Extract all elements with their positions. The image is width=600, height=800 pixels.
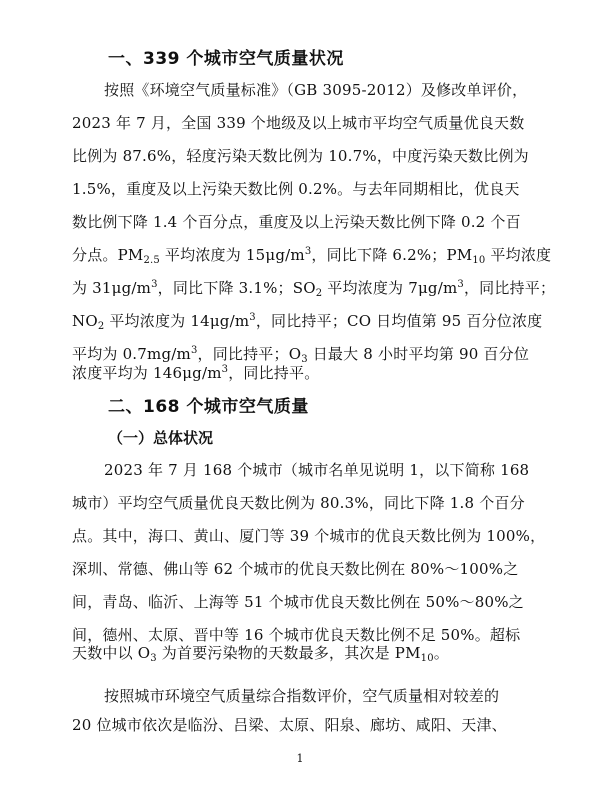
subscript: 2 (315, 288, 323, 299)
text-run: 平均为 0.7mg/m (72, 345, 191, 363)
paragraph-line (72, 643, 449, 663)
paragraph-line: 间，德州、太原、晋中等 16 个城市优良天数比例不足 50%。超标 (72, 626, 521, 644)
subscript: 10 (420, 653, 434, 664)
paragraph-line (72, 245, 551, 265)
subscript: 3 (301, 354, 308, 365)
text-run: 为 31μg/m (72, 279, 152, 297)
subscript: 10 (472, 255, 486, 266)
superscript: 3 (221, 364, 229, 375)
text-run: 平均浓度为 15μg/m (159, 246, 305, 264)
text-run: NO (72, 312, 98, 330)
text-run: 为首要污染物的天数最多，其次是 PM (156, 644, 421, 662)
paragraph-line: 2023 年 7 月，全国 339 个地级及以上城市平均空气质量优良天数 (72, 114, 525, 132)
paragraph-line: 按照城市环境空气质量综合指数评价，空气质量相对较差的 (104, 687, 500, 705)
paragraph-line: 城市）平均空气质量优良天数比例为 80.3%，同比下降 1.8 个百分 (72, 494, 525, 512)
page-number: 1 (296, 752, 304, 765)
section-1-heading: 一、339 个城市空气质量状况 (108, 49, 344, 69)
paragraph-line: 深圳、常德、佛山等 62 个城市的优良天数比例在 80%～100%之 (72, 560, 519, 578)
text-run: ，同比持平。 (228, 364, 320, 382)
section-2-heading: 二、168 个城市空气质量 (108, 397, 309, 417)
paragraph-line: 20 位城市依次是临汾、吕梁、太原、阳泉、廊坊、咸阳、天津、 (72, 716, 507, 734)
text-run: 平均浓度 (485, 246, 552, 264)
paragraph-line: 数比例下降 1.4 个百分点，重度及以上污染天数比例下降 0.2 个百 (72, 213, 521, 231)
text-run: ，同比下降 3.1%；SO (157, 279, 316, 297)
paragraph-line: 比例为 87.6%，轻度污染天数比例为 10.7%，中度污染天数比例为 (72, 147, 529, 165)
paragraph-line (72, 363, 319, 383)
text-run: ，同比持平；CO 日均值第 95 百分位浓度 (255, 312, 543, 330)
superscript: 3 (304, 246, 312, 257)
paragraph-line (72, 278, 555, 298)
text-run: ，同比下降 6.2%；PM (311, 246, 473, 264)
subsection-heading: （一）总体状况 (108, 429, 214, 447)
paragraph-line: 间，青岛、临沂、上海等 51 个城市优良天数比例在 50%～80%之 (72, 593, 524, 611)
subscript: 2.5 (143, 255, 160, 266)
subscript: 3 (150, 653, 157, 664)
text-run: 天数中以 O (72, 644, 151, 662)
text-run: 日最大 8 小时平均第 90 百分位 (307, 345, 530, 363)
paragraph-line: 1.5%，重度及以上污染天数比例 0.2%。与去年同期相比，优良天 (72, 180, 520, 198)
text-run: 。 (433, 644, 449, 662)
text-run: 平均浓度为 7μg/m (322, 279, 458, 297)
text-run: 分点。PM (72, 246, 144, 264)
paragraph-line (72, 311, 542, 331)
text-run: ，同比持平；O (197, 345, 302, 363)
superscript: 3 (151, 279, 158, 290)
text-run: 平均浓度为 14μg/m (104, 312, 250, 330)
superscript: 3 (190, 345, 198, 356)
superscript: 3 (249, 312, 256, 323)
text-run: ，同比持平； (463, 279, 556, 297)
paragraph-line: 2023 年 7 月 168 个城市（城市名单见说明 1，以下简称 168 (104, 461, 530, 479)
superscript: 3 (457, 279, 464, 290)
paragraph-line: 按照《环境空气质量标准》（GB 3095-2012）及修改单评价， (104, 81, 528, 99)
paragraph-line (72, 344, 529, 364)
text-run: 浓度平均为 146μg/m (72, 364, 222, 382)
paragraph-line: 点。其中，海口、黄山、厦门等 39 个城市的优良天数比例为 100%， (72, 527, 546, 545)
subscript: 2 (97, 321, 105, 332)
